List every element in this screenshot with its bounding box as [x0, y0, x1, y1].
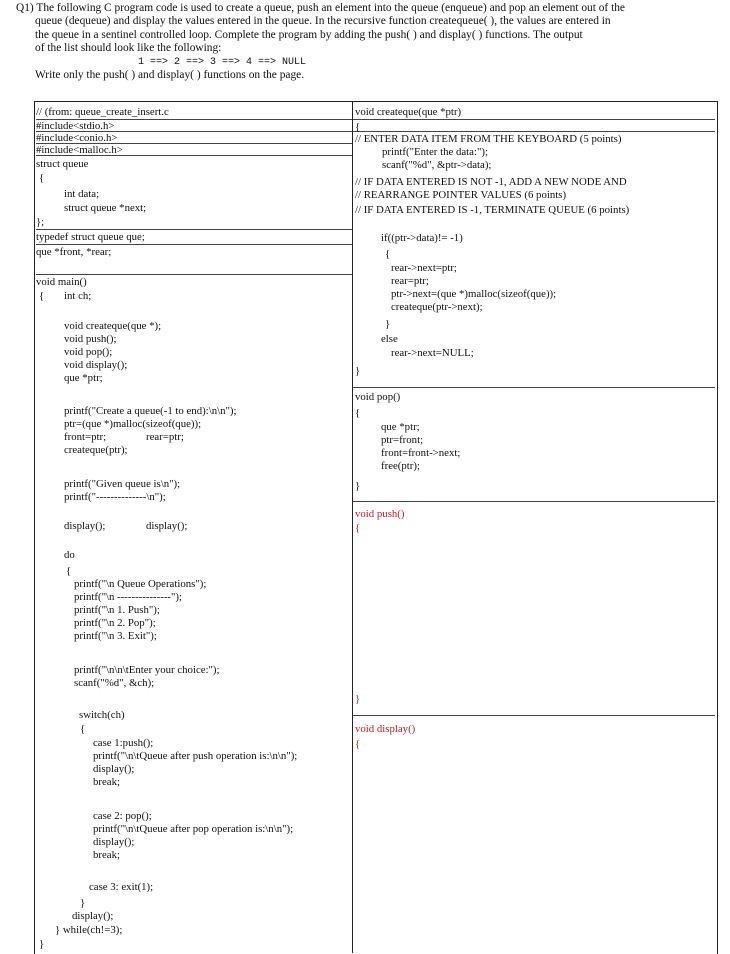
code-line: display();	[64, 520, 106, 532]
question-line: Q1) The following C program code is used to create a queue, push an element into the queue (enqueue) and pop an element out of the	[16, 2, 625, 14]
row-rule	[36, 229, 352, 230]
code-line: void main()	[36, 276, 87, 288]
code-line: void createque(que *ptr)	[355, 106, 462, 118]
code-line: // IF DATA ENTERED IS NOT -1, ADD A NEW NODE AND	[355, 176, 627, 188]
code-line: rear=ptr;	[391, 275, 429, 287]
code-line: printf("Create a queue(-1 to end):\n\n");	[64, 405, 237, 417]
code-line: #include<conio.h>	[36, 132, 118, 144]
code-line: // (from: queue_create_insert.c	[36, 106, 169, 118]
code-line: int ch;	[64, 290, 92, 302]
code-line: void pop();	[64, 346, 113, 358]
code-line: printf("\n Queue Operations");	[74, 578, 207, 590]
instruction: Write only the push( ) and display( ) functions on the page.	[35, 69, 305, 82]
code-line: int data;	[64, 188, 100, 200]
code-line: free(ptr);	[381, 460, 420, 472]
code-line: do	[64, 549, 75, 561]
code-line: {	[66, 565, 72, 577]
code-line: }	[355, 480, 361, 492]
column-divider	[352, 101, 353, 953]
row-rule	[353, 501, 715, 502]
code-line: } while(ch!=3);	[55, 924, 123, 936]
code-line: rear->next=NULL;	[391, 347, 474, 359]
question-line: the queue in a sentinel controlled loop. Complete the program by adding the push( ) and display( ) functions. The output	[35, 28, 583, 41]
row-rule	[36, 274, 352, 275]
row-rule	[353, 131, 715, 132]
sample-output: 1 ==> 2 ==> 3 ==> 4 ==> NULL	[138, 56, 307, 68]
code-line: void display();	[64, 359, 128, 371]
code-line: #include<stdio.h>	[36, 120, 115, 132]
row-rule	[353, 387, 715, 388]
code-line: printf("\n 3. Exit");	[74, 630, 157, 642]
code-line: void createque(que *);	[64, 320, 162, 332]
code-line: void push();	[64, 333, 117, 345]
code-line: createque(ptr->next);	[391, 301, 483, 313]
code-line: case 2: pop();	[93, 810, 152, 822]
code-line: #include<malloc.h>	[36, 144, 123, 156]
code-line: {	[355, 121, 361, 133]
code-line: {	[39, 290, 45, 302]
question-text	[16, 2, 716, 82]
code-line: if((ptr->data)!= -1)	[381, 232, 463, 244]
code-line: ptr->next=(que *)malloc(sizeof(que));	[391, 288, 557, 300]
code-line: {	[355, 522, 361, 534]
code-line: que *ptr;	[64, 372, 103, 384]
code-line: scanf("%d", &ch);	[74, 677, 155, 689]
question-line: queue (dequeue) and display the values entered in the queue. In the recursive function createqueue( ), the values are entered in	[35, 15, 611, 28]
code-line: {	[39, 172, 45, 184]
code-line: {	[355, 738, 361, 750]
code-line: // REARRANGE POINTER VALUES (6 points)	[355, 189, 567, 201]
code-line: ptr=front;	[381, 434, 424, 446]
display-function-heading: void display()	[355, 723, 416, 735]
row-rule	[36, 244, 352, 245]
code-line: display();	[93, 836, 135, 848]
code-line: front=ptr;	[64, 431, 107, 443]
code-line: {	[385, 248, 391, 260]
code-line: }	[80, 897, 86, 909]
code-line: struct queue	[36, 158, 89, 170]
code-line: {	[355, 407, 361, 419]
code-line: }	[355, 365, 361, 377]
code-line: printf("\n\tQueue after pop operation is:\n\n");	[93, 823, 294, 835]
code-line: createque(ptr);	[64, 444, 128, 456]
code-line: {	[80, 723, 86, 735]
code-line: };	[36, 216, 45, 228]
code-line: }	[355, 693, 361, 705]
code-line: }	[39, 938, 45, 950]
question-line: of the list should look like the following:	[35, 42, 222, 55]
row-rule	[353, 715, 715, 716]
code-line: display();	[146, 520, 188, 532]
code-line: }	[385, 318, 391, 330]
code-line: printf("\n ---------------");	[74, 591, 183, 603]
code-line: que *ptr;	[381, 421, 420, 433]
code-line: break;	[93, 849, 120, 861]
code-line: // IF DATA ENTERED IS -1, TERMINATE QUEUE (6 points)	[355, 204, 630, 216]
code-line: void pop()	[355, 391, 401, 403]
code-line: case 1:push();	[93, 737, 154, 749]
code-line: front=front->next;	[381, 447, 461, 459]
code-line: typedef struct queue que;	[36, 231, 145, 243]
code-line: printf("\n 2. Pop");	[74, 617, 156, 629]
code-line: printf("\n 1. Push");	[74, 604, 160, 616]
code-line: printf("Given queue is\n");	[64, 478, 181, 490]
code-line: display();	[93, 763, 135, 775]
code-line: switch(ch)	[79, 709, 125, 721]
code-line: display();	[72, 910, 114, 922]
push-function-heading: void push()	[355, 508, 405, 520]
code-line: break;	[93, 776, 120, 788]
code-line: printf("\n\tQueue after push operation is:\n\n");	[93, 750, 298, 762]
code-line: else	[381, 333, 398, 345]
code-line: // ENTER DATA ITEM FROM THE KEYBOARD (5 points)	[355, 133, 622, 145]
code-line: case 3: exit(1);	[89, 881, 154, 893]
code-line: scanf("%d", &ptr->data);	[382, 159, 492, 171]
row-rule	[353, 119, 715, 120]
code-line: rear=ptr;	[146, 431, 184, 443]
code-line: printf("Enter the data:");	[382, 146, 488, 158]
code-line: printf("--------------\n");	[64, 491, 166, 503]
code-line: rear->next=ptr;	[391, 262, 457, 274]
code-line: que *front, *rear;	[36, 246, 112, 258]
code-line: struct queue *next;	[64, 202, 147, 214]
code-line: printf("\n\n\tEnter your choice:");	[74, 664, 220, 676]
code-line: ptr=(que *)malloc(sizeof(que));	[64, 418, 202, 430]
